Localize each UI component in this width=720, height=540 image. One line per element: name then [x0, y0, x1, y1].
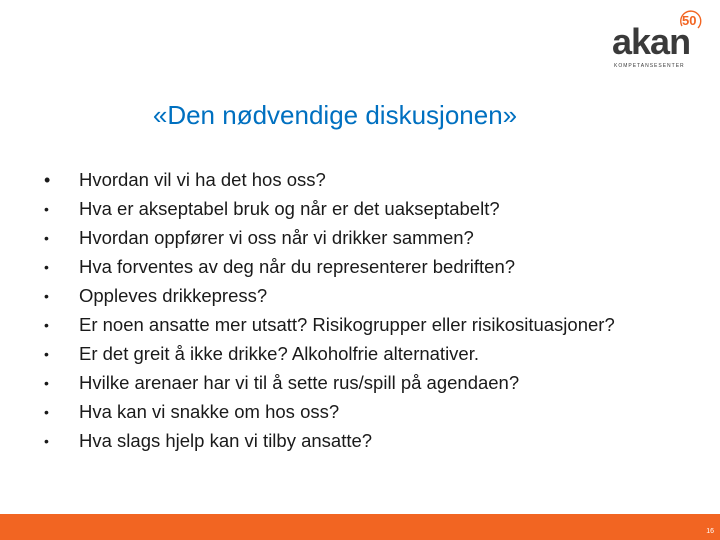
- bullet-icon: •: [44, 288, 49, 304]
- bullet-icon: •: [44, 201, 49, 217]
- list-item-text: Hva er akseptabel bruk og når er det uakseptabelt?: [79, 198, 500, 219]
- list-item-text: Hva kan vi snakke om hos oss?: [79, 401, 340, 422]
- list-item-text: Hvordan vil vi ha det hos oss?: [79, 169, 326, 190]
- bullet-icon: •: [44, 404, 49, 420]
- bullet-icon: •: [44, 259, 49, 275]
- list-item-text: Hvilke arenaer har vi til å sette rus/spill på agendaen?: [79, 372, 520, 393]
- page-number: 16: [706, 528, 714, 535]
- logo-badge-number: 50: [682, 13, 697, 28]
- list-item-text: Er noen ansatte mer utsatt? Risikogrupper eller risikosituasjoner?: [79, 314, 615, 335]
- list-item-text: Hvordan oppfører vi oss når vi drikker sammen?: [79, 227, 474, 248]
- bullet-icon: •: [44, 375, 49, 391]
- slide-title: «Den nødvendige diskusjonen»: [152, 100, 518, 130]
- bullet-icon: •: [44, 433, 49, 449]
- footer-bar: [0, 514, 720, 540]
- list-item-text: Hva forventes av deg når du representerer bedriften?: [79, 256, 516, 277]
- bullet-icon: •: [44, 317, 49, 333]
- akan-logo: [610, 10, 706, 68]
- bullet-icon: •: [44, 170, 51, 190]
- list-item-text: Er det greit å ikke drikke? Alkoholfrie alternativer.: [79, 343, 479, 364]
- bullet-icon: •: [44, 346, 49, 362]
- list-item-text: Hva slags hjelp kan vi tilby ansatte?: [79, 430, 373, 451]
- bullet-icon: •: [44, 230, 49, 246]
- logo-subtitle: KOMPETANSESENTER: [614, 63, 685, 69]
- list-item-text: Oppleves drikkepress?: [79, 285, 268, 306]
- logo-wordmark: akan: [612, 21, 691, 62]
